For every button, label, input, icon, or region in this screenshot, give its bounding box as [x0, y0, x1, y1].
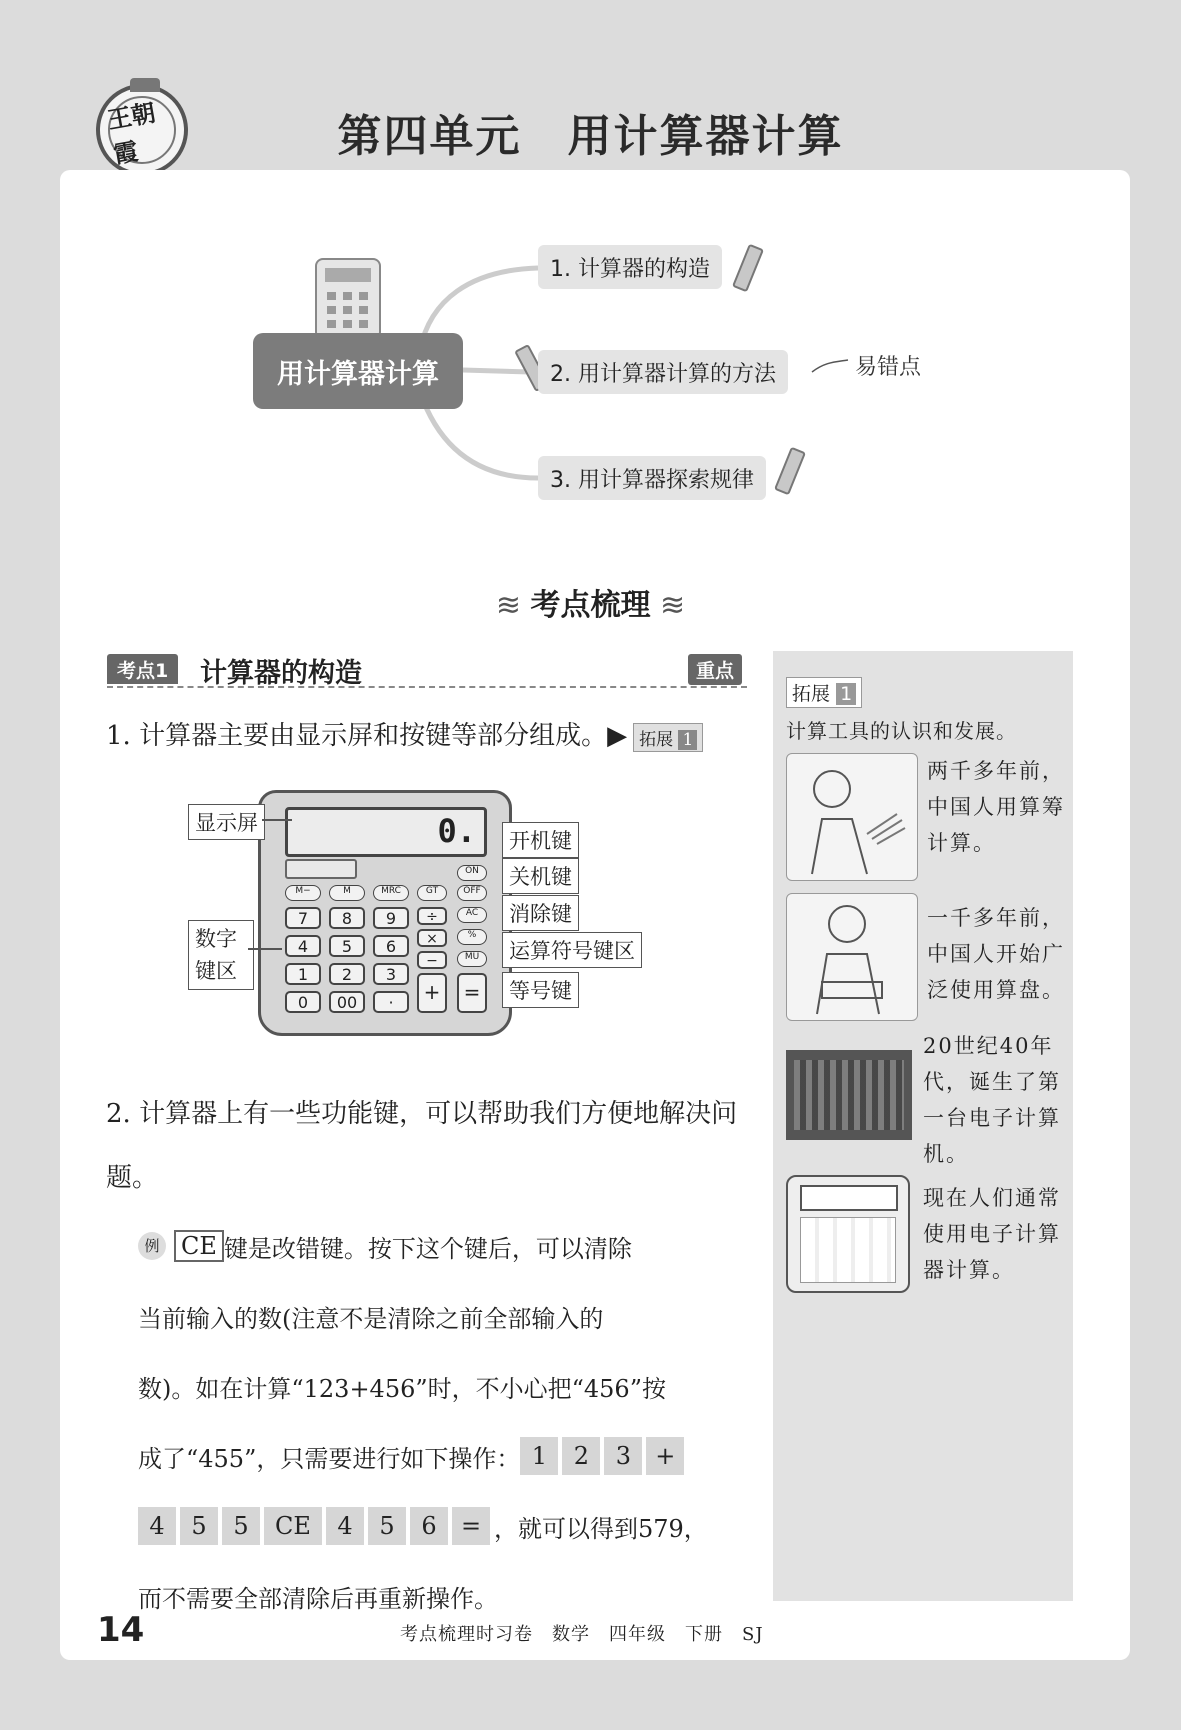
- sidebar-subtitle: 计算工具的认识和发展。: [786, 719, 1017, 743]
- section-title: ≋ 考点梳理 ≋: [495, 588, 686, 623]
- sidebar-text-3: 20世纪40年代，诞生了第一台电子计算机。: [923, 1034, 1061, 1166]
- key-2: 2: [562, 1437, 600, 1475]
- key-5: 5: [368, 1507, 406, 1545]
- point-1: 1. 计算器主要由显示屏和按键等部分组成。▶ 拓展 1: [106, 715, 703, 752]
- label-digits: 数字 键区: [188, 920, 254, 990]
- kaodian-title: 计算器的构造: [200, 658, 362, 689]
- key-4: 4: [326, 1507, 364, 1545]
- calculator-icon: [315, 258, 381, 340]
- sidebar-text-1: 两千多年前，中国人用算筹计算。: [927, 759, 1065, 855]
- unit-title: 第四单元 用计算器计算: [337, 111, 844, 162]
- counting-rods-image: [786, 753, 918, 881]
- wave-icon: ≋: [650, 588, 686, 623]
- mindmap-node-2: 2. 用计算器计算的方法: [538, 350, 788, 394]
- calculator-display: 0.: [285, 807, 487, 857]
- key-equals: =: [452, 1507, 490, 1545]
- key-5: 5: [180, 1507, 218, 1545]
- example-block: 例 CE 键是改错键。按下这个键后，可以清除 当前输入的数(注意不是清除之前全部输入的 数)。如在计算“123+456”时，不小心把“456”按 成了“455”，只需要进行如下操作： 1 2 3 + 4 5 5 CE 4 5 6 = ，就可以得到579， 而不需要全部清除后再重新操作。: [138, 1232, 708, 1613]
- label-ops: 运算符号键区: [502, 932, 642, 968]
- key-5: 5: [222, 1507, 260, 1545]
- page-number: 14: [97, 1610, 145, 1650]
- sidebar-text-2: 一千多年前，中国人开始广泛使用算盘。: [927, 906, 1065, 1002]
- key-plus: +: [646, 1437, 684, 1475]
- mindmap-node-1: 1. 计算器的构造: [538, 245, 722, 289]
- label-clear: 消除键: [502, 895, 579, 931]
- abacus-image: [786, 893, 918, 1021]
- modern-calculator-image: [786, 1175, 910, 1293]
- key-1: 1: [520, 1437, 558, 1475]
- mindmap-node-3: 3. 用计算器探索规律: [538, 456, 766, 500]
- example-tag: 例: [138, 1232, 166, 1260]
- key-ce: CE: [264, 1507, 322, 1545]
- key-6: 6: [410, 1507, 448, 1545]
- ce-key: CE: [174, 1230, 224, 1262]
- logo-text: 王朝霞: [105, 97, 158, 170]
- computer-photo: [786, 1050, 912, 1140]
- extension-badge: 拓展 1: [633, 723, 703, 752]
- point-2: 2. 计算器上有一些功能键，可以帮助我们方便地解决问题。: [106, 1099, 738, 1193]
- sidebar-text-4: 现在人们通常使用电子计算器计算。: [923, 1186, 1061, 1282]
- solar-panel: [285, 859, 357, 879]
- label-off: 关机键: [502, 858, 579, 894]
- footer-text: 考点梳理时习卷 数学 四年级 下册 SJ: [400, 1624, 764, 1645]
- label-equals: 等号键: [502, 972, 579, 1008]
- kaodian-tag: 考点1: [107, 654, 178, 684]
- mindmap-center: 用计算器计算: [253, 333, 463, 409]
- key-4: 4: [138, 1507, 176, 1545]
- wave-icon: ≋: [495, 588, 531, 623]
- key-point-badge: 重点: [688, 654, 742, 685]
- mindmap-error-prone: 易错点: [855, 355, 922, 380]
- key-3: 3: [604, 1437, 642, 1475]
- calculator-illustration: 0. M− M MRC GT OFF ON AC % MU 7 8 9 ÷ 4 5 6 × 1 2 3 − 0 00 · + =: [258, 790, 512, 1036]
- sidebar-tag: 拓展 1: [786, 677, 862, 708]
- label-on: 开机键: [502, 822, 579, 858]
- label-screen: 显示屏: [188, 804, 265, 840]
